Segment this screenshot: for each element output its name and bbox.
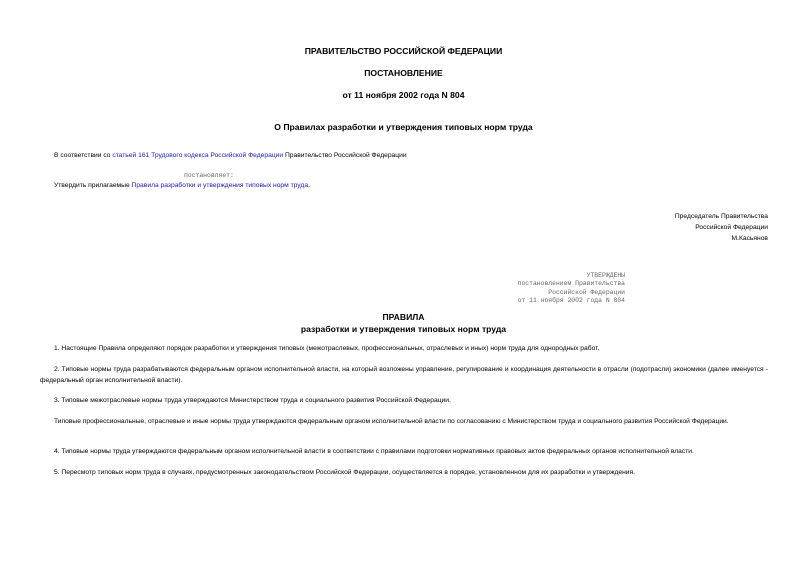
decree-word: постановляет: [184, 172, 234, 179]
labor-code-article-link[interactable]: статьей 161 Трудового кодекса Российской Федерации [112, 152, 284, 159]
approved-by: постановлением Правительства [517, 280, 625, 288]
rules-paragraph-3: 3. Типовые межотраслевые нормы труда утверждаются Министерством труда и социального развития Российской Федерации. [54, 397, 451, 404]
intro-paragraph [54, 150, 754, 161]
signature-country: Российской Федерации [695, 224, 768, 231]
signature-position: Председатель Правительства [674, 213, 768, 220]
approve-paragraph [54, 180, 754, 191]
approved-label: УТВЕРЖДЕНЫ [586, 272, 625, 279]
header-org: ПРАВИТЕЛЬСТВО РОССИЙСКОЙ ФЕДЕРАЦИИ [304, 46, 503, 56]
rules-subtitle: разработки и утверждения типовых норм труда [300, 324, 507, 334]
approved-country: Российской Федерации [548, 288, 625, 296]
document-title: О Правилах разработки и утверждения типовых норм труда [274, 122, 533, 132]
rules-paragraph-2: 2. Типовые нормы труда разрабатываются федеральным органом исполнительной власти, на который возложены управление, регулирование и координация деятельности в отрасли (подотрасли) экономики (далее именуется - федеральный орган исполнительной власти). [40, 366, 768, 384]
intro-prefix: В соответствии со [54, 152, 113, 159]
rules-paragraph-4: 4. Типовые нормы труда утверждаются федеральным органом исполнительной власти в соответствии с правилами подготовки нормативных правовых актов федеральных органов исполнительной власти. [54, 448, 694, 455]
approve-prefix: Утвердить прилагаемые [54, 182, 132, 189]
rules-paragraph-5: 5. Пересмотр типовых норм труда в случаях, предусмотренных законодательством Российской Федерации, осуществляется в порядке, установленном для их разработки и утверждения. [54, 469, 635, 476]
intro-suffix: Правительство Российской Федерации [283, 152, 407, 159]
rules-paragraph-3-continued: Типовые профессиональные, отраслевые и иные нормы труда утверждаются федеральным органом исполнительной власти по согласованию с Министерством труда и социального развития Российской Федерации. [54, 418, 729, 425]
rules-paragraph-1: 1. Настоящие Правила определяют порядок разработки и утверждения типовых (межотраслевых, профессиональных, отраслевых и иных) норм труда для однородных работ. [54, 345, 600, 352]
approved-date: от 11 ноября 2002 года N 804 [517, 297, 625, 305]
approved-block [518, 272, 625, 306]
rules-title: ПРАВИЛА [382, 312, 425, 322]
signature-block [675, 211, 768, 244]
header-doc-type: ПОСТАНОВЛЕНИЕ [364, 68, 443, 78]
rules-link[interactable]: Правила разработки и утверждения типовых норм труда [131, 182, 309, 189]
signature-name: М.Касьянов [731, 235, 768, 242]
header-date-line: от 11 ноября 2002 года N 804 [342, 90, 465, 100]
approve-suffix: . [308, 182, 310, 189]
